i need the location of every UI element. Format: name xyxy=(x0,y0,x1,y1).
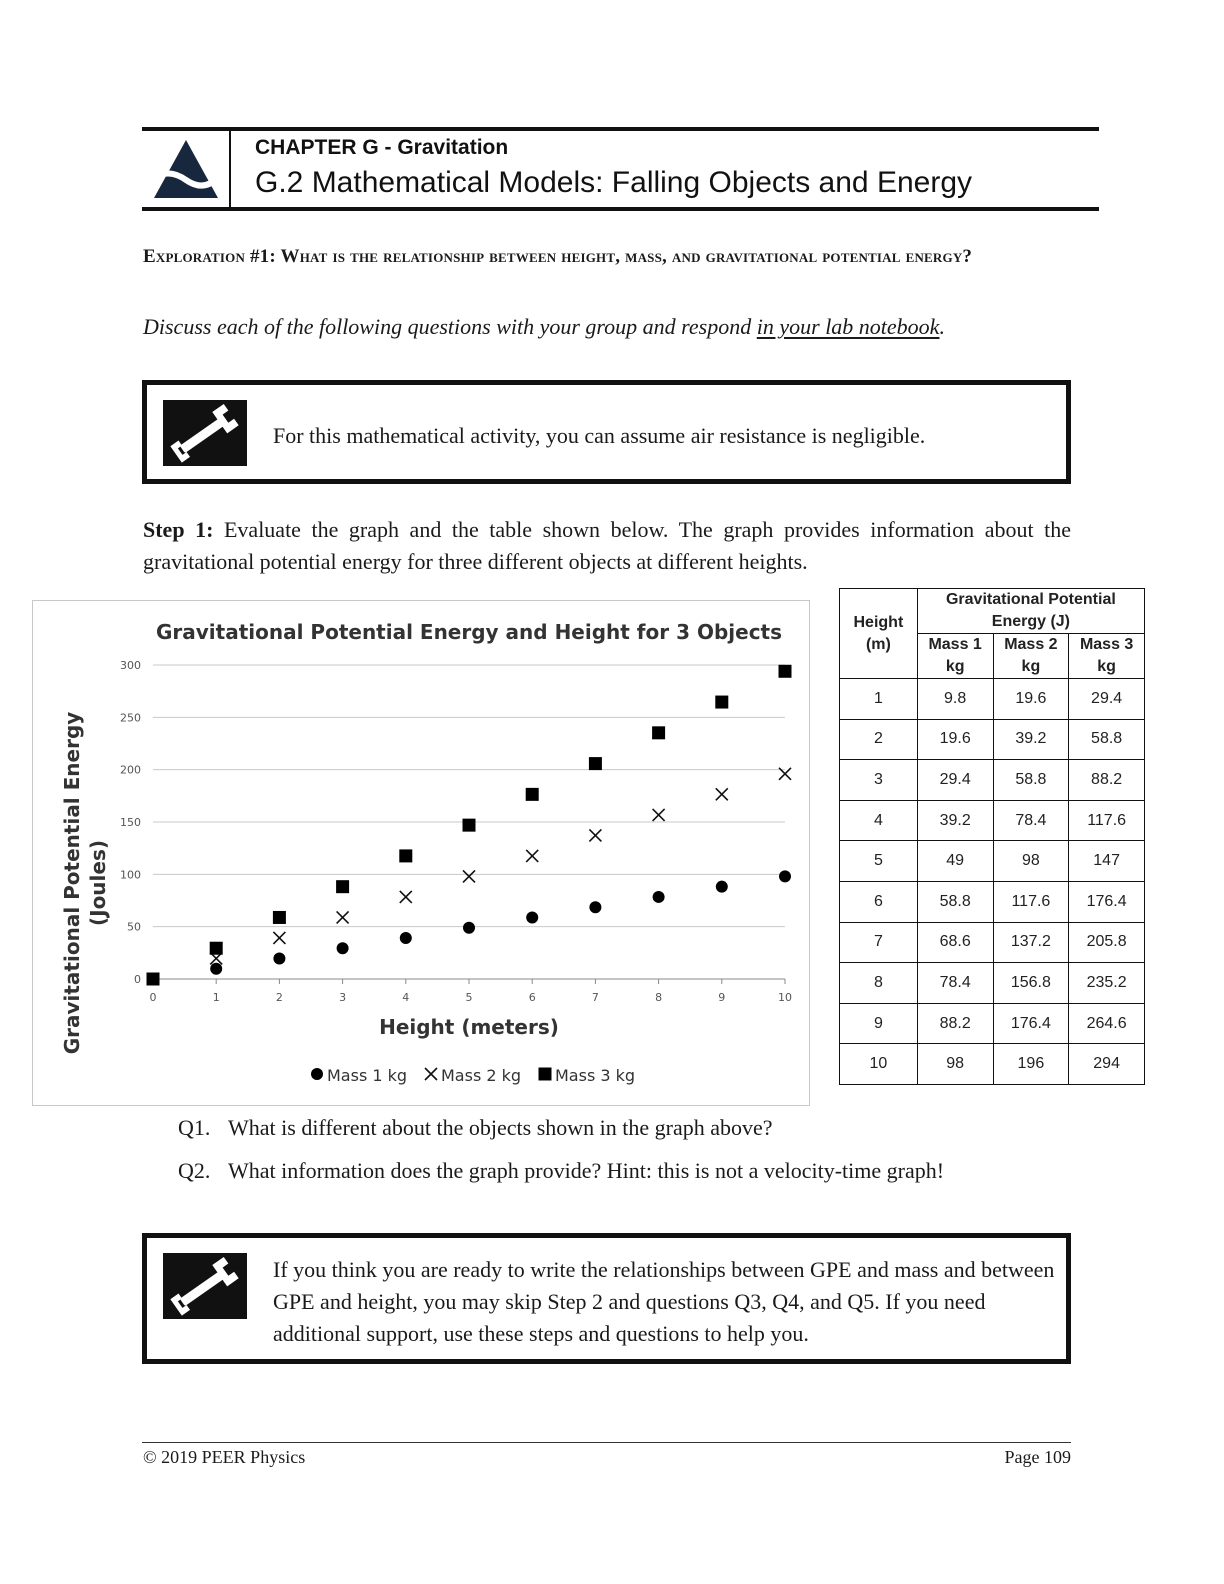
point-square-8 xyxy=(652,726,665,739)
table-cell: 88.2 xyxy=(1069,760,1145,801)
table-cell: 29.4 xyxy=(917,760,993,801)
header-bottom-rule xyxy=(142,207,1099,211)
table-cell: 137.2 xyxy=(993,922,1069,963)
point-x-8 xyxy=(653,809,665,821)
point-square-10 xyxy=(779,665,792,678)
header-top-rule xyxy=(142,127,1099,131)
x-tick-label: 9 xyxy=(718,991,726,1004)
chapter-label: CHAPTER G - Gravitation xyxy=(255,136,509,159)
legend-marker-3 xyxy=(539,1068,552,1081)
legend-label-2: Mass 2 kg xyxy=(441,1066,522,1085)
header-height xyxy=(840,589,918,679)
q1-text: What is different about the objects shown in the graph above? xyxy=(228,1115,773,1140)
table-row xyxy=(840,1044,1145,1085)
gpe-chart xyxy=(32,600,810,1106)
point-x-9 xyxy=(716,788,728,800)
table-row xyxy=(840,881,1145,922)
point-square-6 xyxy=(526,788,539,801)
exploration-title: Exploration #1: What is the relationship between height, mass, and gravitational potential energy? xyxy=(143,246,973,267)
y-tick-label: 0 xyxy=(134,973,141,986)
table-cell: 88.2 xyxy=(917,1003,993,1044)
point-circle-7 xyxy=(589,901,601,913)
header-mass-2: Mass 2 kg xyxy=(993,634,1069,679)
table-cell: 10 xyxy=(840,1044,918,1085)
point-circle-1 xyxy=(210,963,222,975)
callout-text: If you think you are ready to write the relationships between GPE and mass and between GPE and height, you may skip Step 2 and questions Q3, Q4, and Q5. If you need additional support, use these steps and questions to help you. xyxy=(273,1257,1055,1346)
point-circle-6 xyxy=(526,911,538,923)
legend-marker-2 xyxy=(425,1068,437,1080)
table-cell: 98 xyxy=(917,1044,993,1085)
table-row xyxy=(840,800,1145,841)
point-circle-4 xyxy=(400,932,412,944)
table-cell: 196 xyxy=(993,1044,1069,1085)
gpe-table xyxy=(839,588,1145,1085)
q2-number: Q2. xyxy=(178,1158,211,1183)
table-row xyxy=(840,679,1145,720)
table-cell: 49 xyxy=(917,841,993,882)
x-axis-label: Height (meters) xyxy=(379,1015,559,1039)
point-square-4 xyxy=(399,849,412,862)
point-circle-3 xyxy=(337,942,349,954)
table-header-row xyxy=(840,589,1145,634)
header-gpe xyxy=(917,589,1144,634)
table-cell: 156.8 xyxy=(993,963,1069,1004)
x-tick-label: 4 xyxy=(402,991,410,1004)
point-circle-5 xyxy=(463,922,475,934)
header-mass-3: Mass 3 kg xyxy=(1069,634,1145,679)
question-q2 xyxy=(178,1158,944,1184)
table-cell: 147 xyxy=(1069,841,1145,882)
x-tick-label: 8 xyxy=(655,991,663,1004)
table-cell: 19.6 xyxy=(917,719,993,760)
table-cell: 205.8 xyxy=(1069,922,1145,963)
table-cell: 78.4 xyxy=(917,963,993,1004)
x-tick-label: 10 xyxy=(778,991,792,1004)
header-mass-1: Mass 1 kg xyxy=(917,634,993,679)
table-cell: 1 xyxy=(840,679,918,720)
x-tick-label: 2 xyxy=(275,991,283,1004)
step-1-text xyxy=(143,514,1071,578)
point-x-2 xyxy=(273,932,285,944)
point-circle-2 xyxy=(273,952,285,964)
point-circle-9 xyxy=(716,881,728,893)
y-tick-label: 200 xyxy=(120,763,141,777)
footer-rule xyxy=(142,1442,1071,1443)
step-1-body: Evaluate the graph and the table shown below. The graph provides information about the gravitational potential energy for three different objects at different heights. xyxy=(143,517,1071,574)
page-title: G.2 Mathematical Models: Falling Objects and Energy xyxy=(255,166,972,199)
point-square-1 xyxy=(210,942,223,955)
y-tick-label: 150 xyxy=(120,816,141,829)
table-cell: 4 xyxy=(840,800,918,841)
table-cell: 98 xyxy=(993,841,1069,882)
y-tick-label: 100 xyxy=(120,868,141,882)
y-tick-label: 300 xyxy=(120,659,141,672)
table-cell: 58.8 xyxy=(1069,719,1145,760)
table-cell: 68.6 xyxy=(917,922,993,963)
table-cell: 117.6 xyxy=(1069,800,1145,841)
legend-label-1: Mass 1 kg xyxy=(327,1066,408,1085)
point-circle-10 xyxy=(779,870,791,882)
table-cell: 5 xyxy=(840,841,918,882)
table-row xyxy=(840,1003,1145,1044)
callout-text: For this mathematical activity, you can assume air resistance is negligible. xyxy=(273,423,926,448)
table-cell: 39.2 xyxy=(993,719,1069,760)
table-row xyxy=(840,963,1145,1004)
legend-label-3: Mass 3 kg xyxy=(555,1066,636,1085)
table-cell: 29.4 xyxy=(1069,679,1145,720)
table-cell: 9.8 xyxy=(917,679,993,720)
q2-text: What information does the graph provide? Hint: this is not a velocity-time graph! xyxy=(228,1158,945,1183)
point-square-5 xyxy=(463,819,476,832)
table-cell: 7 xyxy=(840,922,918,963)
point-square-3 xyxy=(336,880,349,893)
y-axis-label-line1: Gravitational Potential Energy xyxy=(60,711,84,1055)
x-tick-label: 1 xyxy=(212,991,220,1004)
point-x-4 xyxy=(400,891,412,903)
point-x-5 xyxy=(463,870,475,882)
y-axis-label-line2: (Joules) xyxy=(86,839,110,927)
callout-box-air-resistance xyxy=(142,380,1071,484)
y-tick-label: 250 xyxy=(120,711,141,725)
table-row xyxy=(840,760,1145,801)
exploration-instruction xyxy=(143,314,945,340)
lab-notebook-text: in your lab notebook xyxy=(756,314,940,339)
table-cell: 58.8 xyxy=(917,881,993,922)
wrench-icon xyxy=(163,400,247,466)
instruction-end: . xyxy=(939,314,945,339)
peer-logo-icon xyxy=(152,138,220,200)
table-cell: 9 xyxy=(840,1003,918,1044)
table-cell: 264.6 xyxy=(1069,1003,1145,1044)
instruction-text: Discuss each of the following questions with your group and respond xyxy=(143,314,757,339)
table-cell: 294 xyxy=(1069,1044,1145,1085)
table-cell: 176.4 xyxy=(1069,881,1145,922)
table-cell: 6 xyxy=(840,881,918,922)
x-tick-label: 7 xyxy=(591,991,599,1004)
point-x-3 xyxy=(337,911,349,923)
table-cell: 176.4 xyxy=(993,1003,1069,1044)
table-cell: 8 xyxy=(840,963,918,1004)
legend-marker-1 xyxy=(311,1068,323,1080)
point-circle-8 xyxy=(653,891,665,903)
table-row xyxy=(840,922,1145,963)
table-cell: 235.2 xyxy=(1069,963,1145,1004)
point-square-7 xyxy=(589,757,602,770)
table-row xyxy=(840,841,1145,882)
table-cell: 117.6 xyxy=(993,881,1069,922)
table-cell: 19.6 xyxy=(993,679,1069,720)
chart-title: Gravitational Potential Energy and Height for 3 Objects xyxy=(155,620,783,644)
point-square-0 xyxy=(147,973,160,986)
chart-svg xyxy=(33,601,811,1107)
footer-page-number: Page 109 xyxy=(1004,1447,1071,1467)
table-cell: 78.4 xyxy=(993,800,1069,841)
table-cell: 39.2 xyxy=(917,800,993,841)
x-tick-label: 0 xyxy=(149,991,157,1004)
table-cell: 58.8 xyxy=(993,760,1069,801)
x-tick-label: 3 xyxy=(339,991,347,1004)
callout-box-skip-step xyxy=(142,1233,1071,1364)
table-cell: 2 xyxy=(840,719,918,760)
step-1-label: Step 1: xyxy=(143,517,214,542)
wrench-icon xyxy=(163,1253,247,1319)
header-gpe-label: Gravitational Potential Energy (J) xyxy=(945,591,1116,630)
table-cell: 3 xyxy=(840,760,918,801)
y-tick-label: 50 xyxy=(127,920,141,934)
table-row xyxy=(840,719,1145,760)
question-q1 xyxy=(178,1115,773,1141)
point-square-2 xyxy=(273,911,286,924)
x-tick-label: 6 xyxy=(528,991,536,1004)
x-tick-label: 5 xyxy=(465,991,473,1004)
header-divider xyxy=(229,131,231,207)
point-x-7 xyxy=(589,829,601,841)
point-x-6 xyxy=(526,850,538,862)
footer-copyright: © 2019 PEER Physics xyxy=(143,1447,306,1467)
header-height-label: Height (m) xyxy=(853,613,904,653)
point-square-9 xyxy=(715,696,728,709)
q1-number: Q1. xyxy=(178,1115,211,1140)
